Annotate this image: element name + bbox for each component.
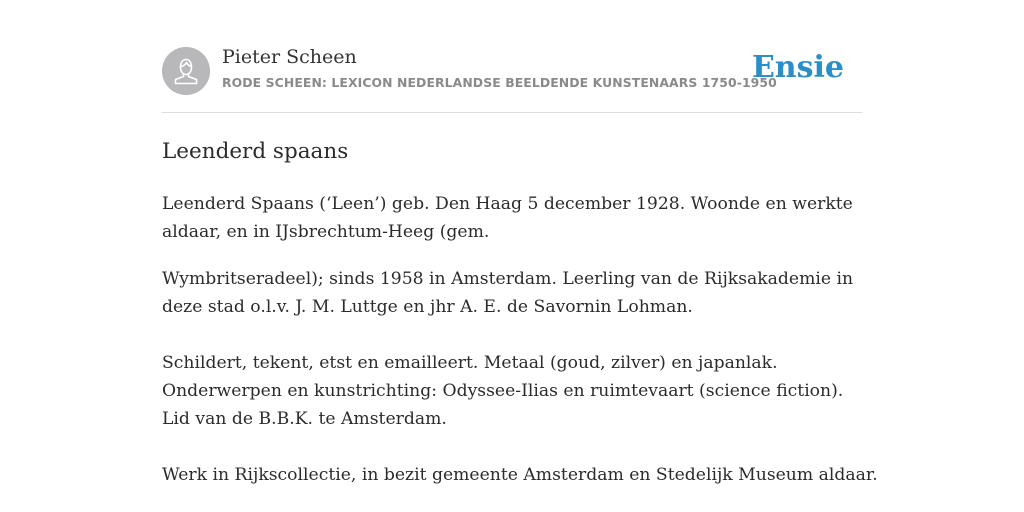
paragraph-4 bbox=[162, 461, 878, 489]
text-line: Onderwerpen en kunstrichting: Odyssee-Ilias en ruimtevaart (science fiction). bbox=[162, 381, 844, 401]
text-line: Leenderd Spaans (‘Leen’) geb. Den Haag 5 december 1928. Woonde en werkte bbox=[162, 194, 853, 214]
paragraph-gap bbox=[162, 321, 867, 349]
paragraph-gap bbox=[162, 433, 867, 461]
text-line: Schildert, tekent, etst en emailleert. Metaal (goud, zilver) en japanlak. bbox=[162, 353, 778, 373]
author-name[interactable]: Pieter Scheen bbox=[222, 46, 357, 68]
text-line: deze stad o.l.v. J. M. Luttge en jhr A. E. de Savornin Lohman. bbox=[162, 297, 693, 317]
article-title: Leenderd spaans bbox=[162, 139, 349, 164]
source-label[interactable]: RODE SCHEEN: LEXICON NEDERLANDSE BEELDENDE KUNSTENAARS 1750-1950 bbox=[222, 75, 777, 90]
user-icon bbox=[162, 47, 210, 95]
author-avatar[interactable] bbox=[162, 47, 210, 95]
article-header bbox=[162, 0, 862, 113]
brand-logo[interactable]: Ensie bbox=[751, 50, 844, 85]
paragraph-1 bbox=[162, 190, 867, 246]
text-line: Werk in Rijkscollectie, in bezit gemeente Amsterdam en Stedelijk Museum aldaar. bbox=[162, 465, 878, 485]
article-body bbox=[162, 190, 878, 489]
paragraph-2 bbox=[162, 265, 867, 321]
text-line: Lid van de B.B.K. te Amsterdam. bbox=[162, 409, 447, 429]
text-line: Wymbritseradeel); sinds 1958 in Amsterdam. Leerling van de Rijksakademie in bbox=[162, 269, 854, 289]
paragraph-3 bbox=[162, 349, 867, 433]
text-line: aldaar, en in IJsbrechtum-Heeg (gem. bbox=[162, 222, 490, 242]
article-container bbox=[162, 0, 878, 485]
